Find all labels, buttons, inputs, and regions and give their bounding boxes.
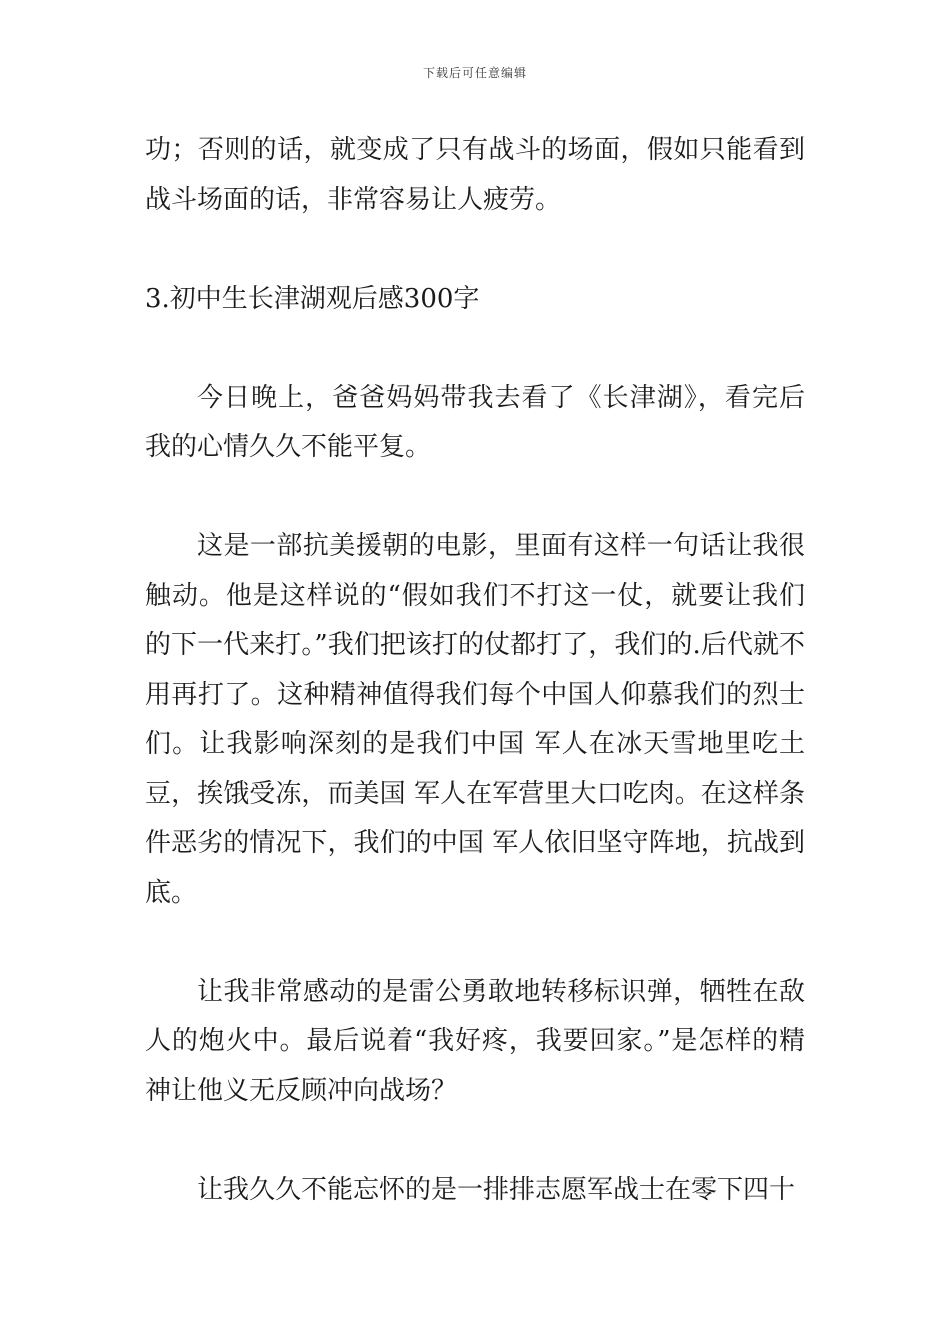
paragraph-intro: 今日晚上，爸爸妈妈带我去看了《长津湖》，看完后我的心情久久不能平复。: [145, 382, 805, 462]
page-header: 下载后可任意编辑: [422, 66, 527, 80]
paragraph-unforgettable: 让我久久不能忘怀的是一排排志愿军战士在零下四十: [197, 1174, 796, 1205]
paragraph-continuation: 功；否则的话，就变成了只有战斗的场面，假如只能看到战斗场面的话，非常容易让人疲劳。: [145, 135, 805, 215]
paragraph-movie-description: 这是一部抗美援朝的电影，里面有这样一句话让我很触动。他是这样说的“假如我们不打这一仗，就要让我们的下一代来打。”我们把该打的仗都打了，我们的.后代就不用再打了。这种精神值得我们每个中国人仰慕我们的烈士们。让我影响深刻的是我们中国 军人在冰天雪地里吃土豆，挨饿受冻，而美国 军人在军营里大口吃肉。在这样条件恶劣的情况下，我们的中国 军人依旧坚守阵地，抗战到底。: [145, 531, 805, 908]
paragraph-leigong: 让我非常感动的是雷公勇敢地转移标识弹，牺牲在敌人的炮火中。最后说着“我好疼，我要回家。”是怎样的精神让他义无反顾冲向战场？: [145, 976, 805, 1106]
section-heading: 3.初中生长津湖观后感300字: [145, 283, 480, 314]
document-body: [145, 126, 805, 1215]
